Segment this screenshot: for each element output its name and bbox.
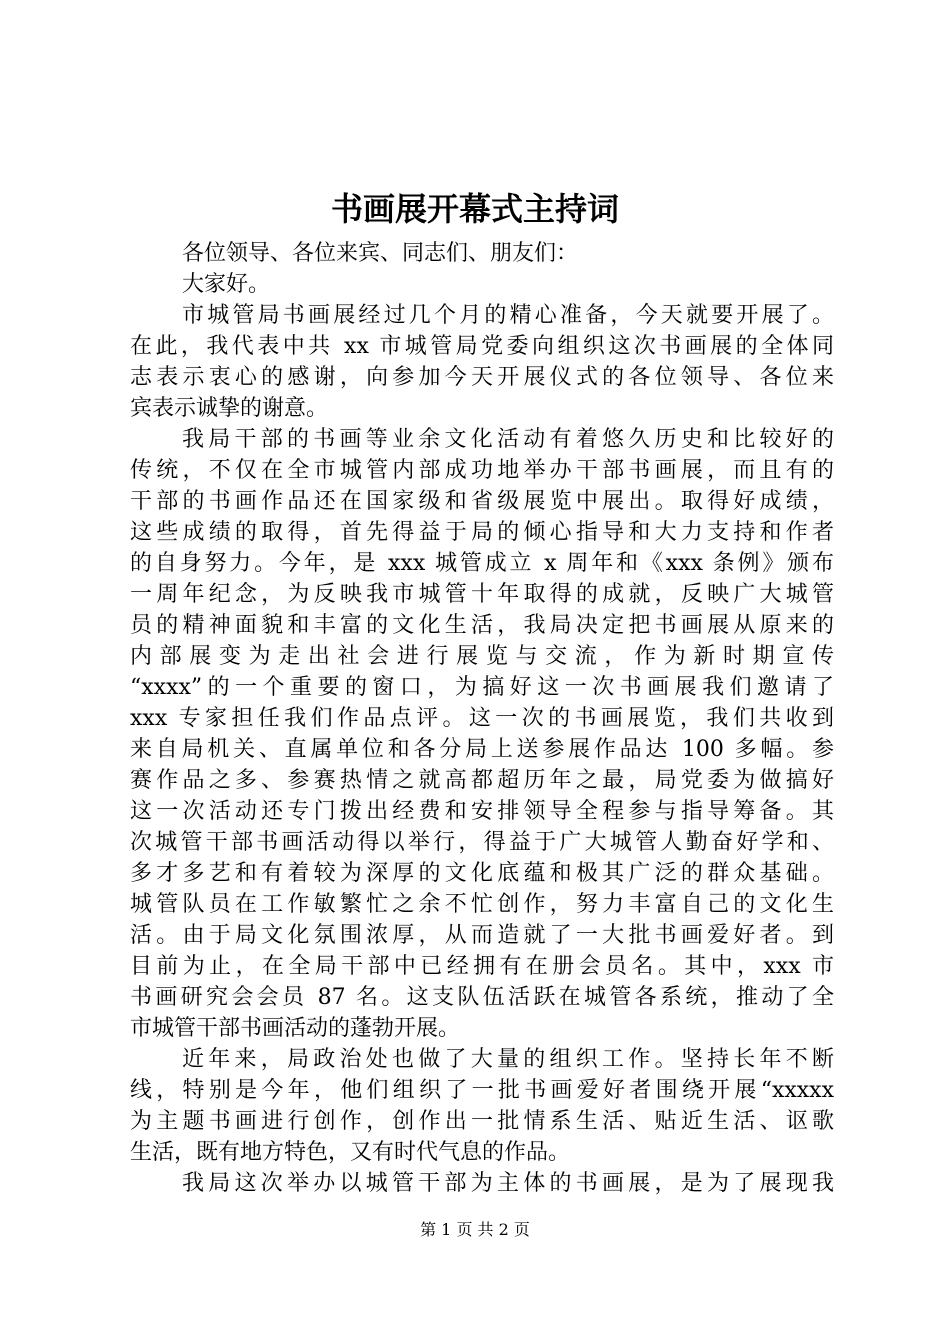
body-line: 目前为止，在全局干部中已经拥有在册会员名。其中，xxx 市 — [130, 954, 834, 979]
body-line: 来自局机关、直属单位和各分局上送参展作品达 100 多幅。参 — [130, 737, 834, 762]
body-line: 书画研究会会员 87 名。这支队伍活跃在城管各系统，推动了全 — [130, 985, 834, 1010]
body-line: 赛作品之多、参赛热情之就高都超历年之最，局党委为做搞好 — [130, 768, 834, 793]
body-line: 近年来，局政治处也做了大量的组织工作。坚持长年不断 — [182, 1047, 834, 1072]
body-line: 志表示衷心的感谢，向参加今天开展仪式的各位领导、各位来 — [130, 365, 834, 390]
body-line: 这一次活动还专门拨出经费和安排领导全程参与指导筹备。其 — [130, 799, 834, 824]
body-line: 员的精神面貌和丰富的文化生活，我局决定把书画展从原来的 — [130, 613, 834, 638]
body-line: 我局这次举办以城管干部为主体的书画展，是为了展现我 — [182, 1171, 834, 1196]
body-line: 宾表示诚挚的谢意。 — [130, 396, 329, 421]
body-line: 市城管局书画展经过几个月的精心准备，今天就要开展了。 — [182, 303, 834, 328]
body-line: 大家好。 — [182, 272, 271, 297]
body-line: 一周年纪念，为反映我市城管十年取得的成就，反映广大城管 — [130, 582, 834, 607]
body-line: 的自身努力。今年，是 xxx 城管成立 x 周年和《xxx 条例》颁布 — [130, 551, 834, 576]
body-line: 城管队员在工作敏繁忙之余不忙创作，努力丰富自己的文化生 — [130, 892, 834, 917]
body-line: 线，特别是今年，他们组织了一批书画爱好者围绕开展“xxxxx — [130, 1078, 834, 1103]
body-line: xxx 专家担任我们作品点评。这一次的书画展览，我们共收到 — [130, 706, 834, 731]
body-line: 多才多艺和有着较为深厚的文化底蕴和极其广泛的群众基础。 — [130, 861, 834, 886]
body-line: 我局干部的书画等业余文化活动有着悠久历史和比较好的 — [182, 427, 834, 452]
body-line: 生活，既有地方特色，又有时代气息的作品。 — [130, 1140, 571, 1165]
page-footer: 第 1 页 共 2 页 — [420, 1220, 530, 1239]
body-line: 干部的书画作品还在国家级和省级展览中展出。取得好成绩， — [130, 489, 834, 514]
body-line: 各位领导、各位来宾、同志们、朋友们： — [182, 241, 579, 266]
body-line: 在此，我代表中共 xx 市城管局党委向组织这次书画展的全体同 — [130, 334, 834, 359]
document-body — [130, 238, 834, 1199]
body-line: 市城管干部书画活动的蓬勃开展。 — [130, 1016, 461, 1041]
body-line: 内部展变为走出社会进行展览与交流，作为新时期宣传 — [130, 644, 834, 669]
body-line: “xxxx”的一个重要的窗口，为搞好这一次书画展我们邀请了 — [130, 675, 834, 700]
body-line: 活。由于局文化氛围浓厚，从而造就了一大批书画爱好者。到 — [130, 923, 834, 948]
document-title: 书画展开幕式主持词 — [330, 190, 619, 228]
body-line: 为主题书画进行创作，创作出一批情系生活、贴近生活、讴歌 — [130, 1109, 834, 1134]
body-line: 这些成绩的取得，首先得益于局的倾心指导和大力支持和作者 — [130, 520, 834, 545]
body-line: 次城管干部书画活动得以举行，得益于广大城管人勤奋好学和、 — [130, 830, 834, 855]
body-line: 传统，不仅在全市城管内部成功地举办干部书画展，而且有的 — [130, 458, 834, 483]
